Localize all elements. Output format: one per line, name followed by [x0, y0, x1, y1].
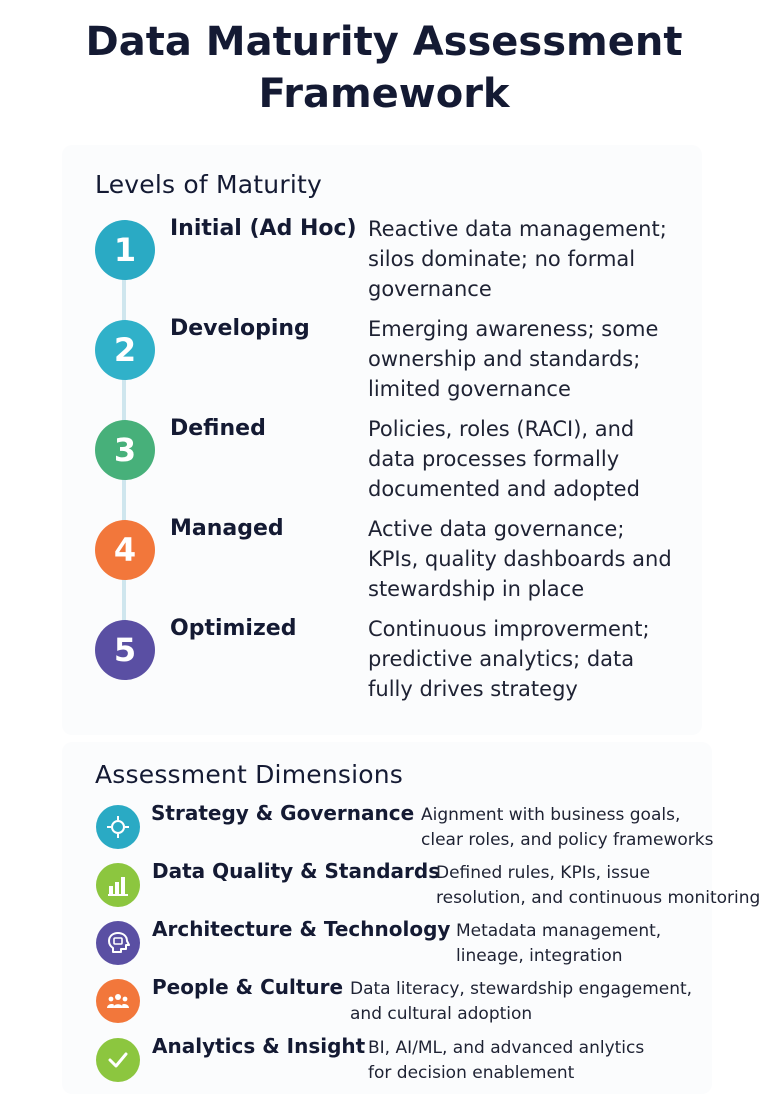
dimension-name: Architecture & Technology: [152, 917, 451, 941]
level-name: Optimized: [170, 616, 297, 641]
level-description: [368, 414, 698, 504]
level-number-badge: 1: [95, 220, 155, 280]
dimension-description: [436, 861, 760, 911]
dimension-description-line: lineage, integration: [456, 946, 623, 966]
dimension-description: [456, 919, 661, 969]
head-chip-icon: [96, 921, 140, 965]
level-name: Defined: [170, 416, 266, 441]
level-description: [368, 614, 698, 704]
level-number-badge: 5: [95, 620, 155, 680]
dimension-description-line: BI, AI/ML, and advanced anlytics: [368, 1038, 645, 1058]
dimension-item: [0, 917, 768, 979]
level-item: [0, 616, 768, 720]
level-description-line: Active data governance;: [368, 517, 625, 541]
level-item: [0, 416, 768, 520]
dimension-name: Analytics & Insight: [152, 1034, 366, 1058]
people-icon: [96, 979, 140, 1023]
level-number-badge: 4: [95, 520, 155, 580]
level-description-line: Policies, roles (RACI), and: [368, 417, 635, 441]
dimension-name: Data Quality & Standards: [152, 859, 441, 883]
level-description: [368, 214, 698, 304]
levels-heading: Levels of Maturity: [95, 170, 322, 199]
dimensions-heading: Assessment Dimensions: [95, 760, 404, 789]
level-number-badge: 3: [95, 420, 155, 480]
level-description-line: limited governance: [368, 377, 571, 401]
level-number-badge: 2: [95, 320, 155, 380]
level-name: Managed: [170, 516, 284, 541]
level-description-line: documented and adopted: [368, 477, 640, 501]
dimension-description: [350, 977, 692, 1027]
level-description-line: ownership and standards;: [368, 347, 641, 371]
checkmark-icon: [96, 1038, 140, 1082]
level-description-line: predictive analytics; data: [368, 647, 635, 671]
dimension-name: People & Culture: [152, 975, 344, 999]
dimension-description-line: Defined rules, KPIs, issue: [436, 863, 651, 883]
level-item: [0, 316, 768, 420]
dimension-description-line: for decision enablement: [368, 1063, 575, 1083]
dimension-description-line: Metadata management,: [456, 921, 662, 941]
level-name: Developing: [170, 316, 310, 341]
dimension-item: [0, 801, 768, 863]
level-description-line: governance: [368, 277, 492, 301]
level-description: [368, 314, 698, 404]
level-description-line: stewardship in place: [368, 577, 585, 601]
level-description-line: Reactive data management;: [368, 217, 667, 241]
dimension-item: [0, 1034, 768, 1096]
level-item: [0, 516, 768, 620]
dimension-description-line: and cultural adoption: [350, 1004, 533, 1024]
level-description-line: Emerging awareness; some: [368, 317, 659, 341]
dimension-description-line: resolution, and continuous monitoring: [436, 888, 761, 908]
dimension-description: [421, 803, 713, 853]
page-title: [0, 16, 768, 120]
level-description-line: Continuous improverment;: [368, 617, 650, 641]
title-line-2: Framework: [258, 71, 510, 117]
bar-chart-icon: [96, 863, 140, 907]
level-description-line: silos dominate; no formal: [368, 247, 636, 271]
level-description: [368, 514, 698, 604]
level-item: [0, 216, 768, 320]
level-name: Initial (Ad Hoc): [170, 216, 357, 241]
dimension-item: [0, 975, 768, 1037]
target-icon: [96, 805, 140, 849]
dimension-description-line: Aignment with business goals,: [421, 805, 681, 825]
dimension-description-line: Data literacy, stewardship engagement,: [350, 979, 693, 999]
dimension-item: [0, 859, 768, 921]
level-description-line: data processes formally: [368, 447, 620, 471]
level-description-line: KPIs, quality dashboards and: [368, 547, 672, 571]
title-line-1: Data Maturity Assessment: [85, 19, 683, 65]
dimension-description: [368, 1036, 644, 1086]
dimension-name: Strategy & Governance: [151, 801, 415, 825]
dimension-description-line: clear roles, and policy frameworks: [421, 830, 714, 850]
level-description-line: fully drives strategy: [368, 677, 578, 701]
